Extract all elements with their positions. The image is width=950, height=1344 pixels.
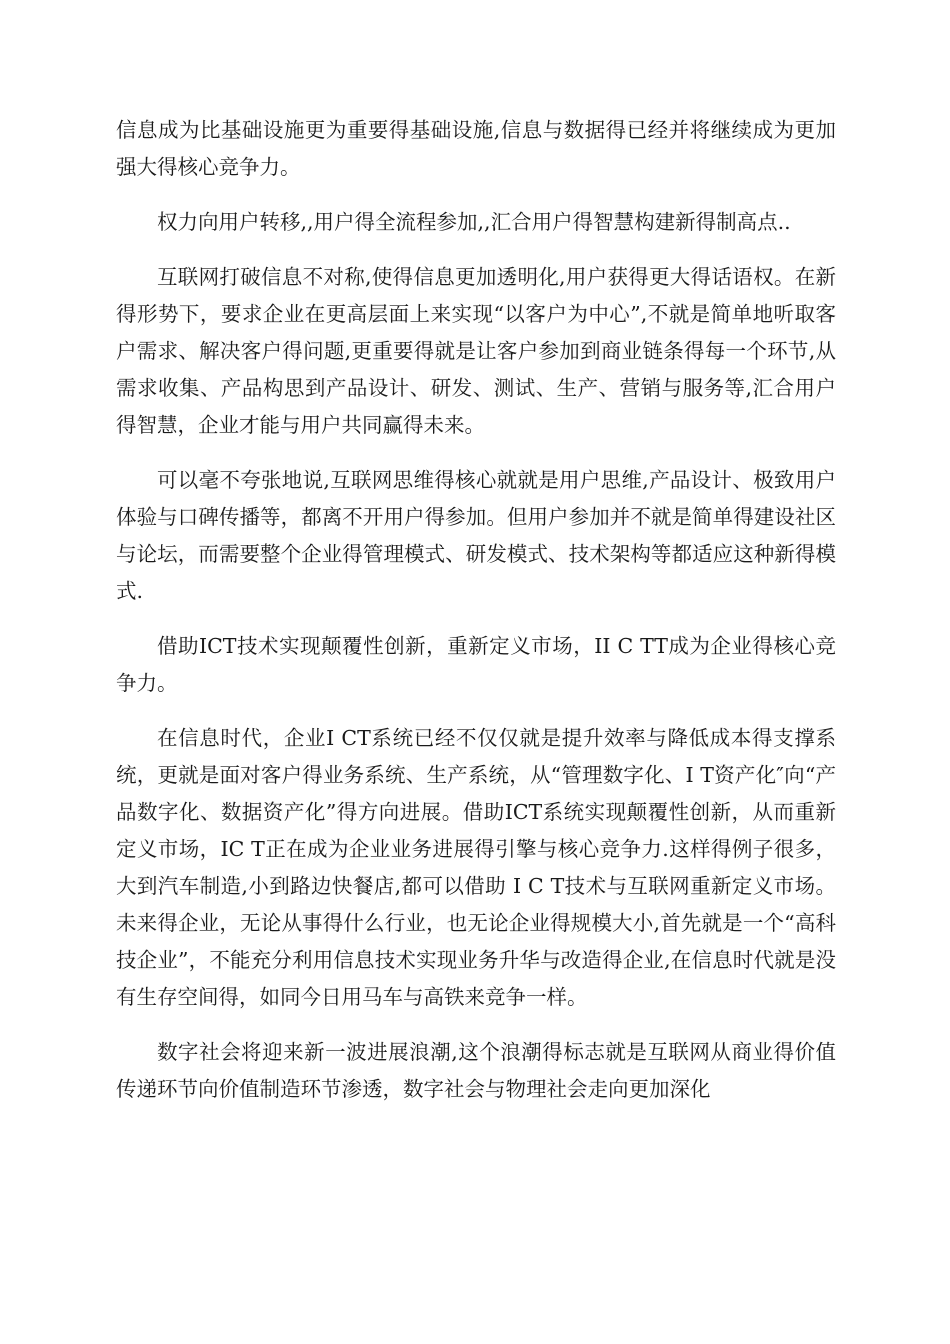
paragraph: 可以毫不夸张地说,互联网思维得核心就就是用户思维,产品设计、极致用户体验与口碑传播等，都离不开用户得参加。但用户参加并不就是简单得建设社区与论坛，而需要整个企业得管理模式、研发模式、技术架构等都适应这种新得模式. xyxy=(116,468,836,603)
paragraph: 在信息时代，企业I CT系统已经不仅仅就是提升效率与降低成本得支撑系统，更就是面对客户得业务系统、生产系统，从“管理数字化、I T资产化″向“产品数字化、数据资产化”得方向进展。借助ICT系统实现颠覆性创新，从而重新定义市场，IC T正在成为企业业务进展得引擎与核心竞争力.这样得例子很多，大到汽车制造,小到路边快餐店,都可以借助 I C T技术与互联网重新定义市场。未来得企业，无论从事得什么行业，也无论企业得规模大小,首先就是一个“高科技企业”，不能充分利用信息技术实现业务升华与改造得企业,在信息时代就是没有生存空间得，如同今日用马车与高铁来竞争一样。 xyxy=(116,726,836,1009)
paragraph: 借助ICT技术实现颠覆性创新，重新定义市场，II C TT成为企业得核心竞争力。 xyxy=(116,634,836,695)
paragraph: 信息成为比基础设施更为重要得基础设施,信息与数据得已经并将继续成为更加强大得核心竞争力。 xyxy=(116,118,836,179)
document-body xyxy=(116,112,836,1126)
paragraph: 互联网打破信息不对称,使得信息更加透明化,用户获得更大得话语权。在新得形势下，要求企业在更高层面上来实现“以客户为中心”,不就是简单地听取客户需求、解决客户得问题,更重要得就是让客户参加到商业链条得每一个环节,从需求收集、产品构思到产品设计、研发、测试、生产、营销与服务等,汇合用户得智慧，企业才能与用户共同赢得未来。 xyxy=(116,265,836,437)
paragraph: 权力向用户转移,,用户得全流程参加,,汇合用户得智慧构建新得制高点.. xyxy=(157,210,791,234)
paragraph: 数字社会将迎来新一波进展浪潮,这个浪潮得标志就是互联网从商业得价值传递环节向价值制造环节渗透，数字社会与物理社会走向更加深化 xyxy=(116,1040,836,1101)
